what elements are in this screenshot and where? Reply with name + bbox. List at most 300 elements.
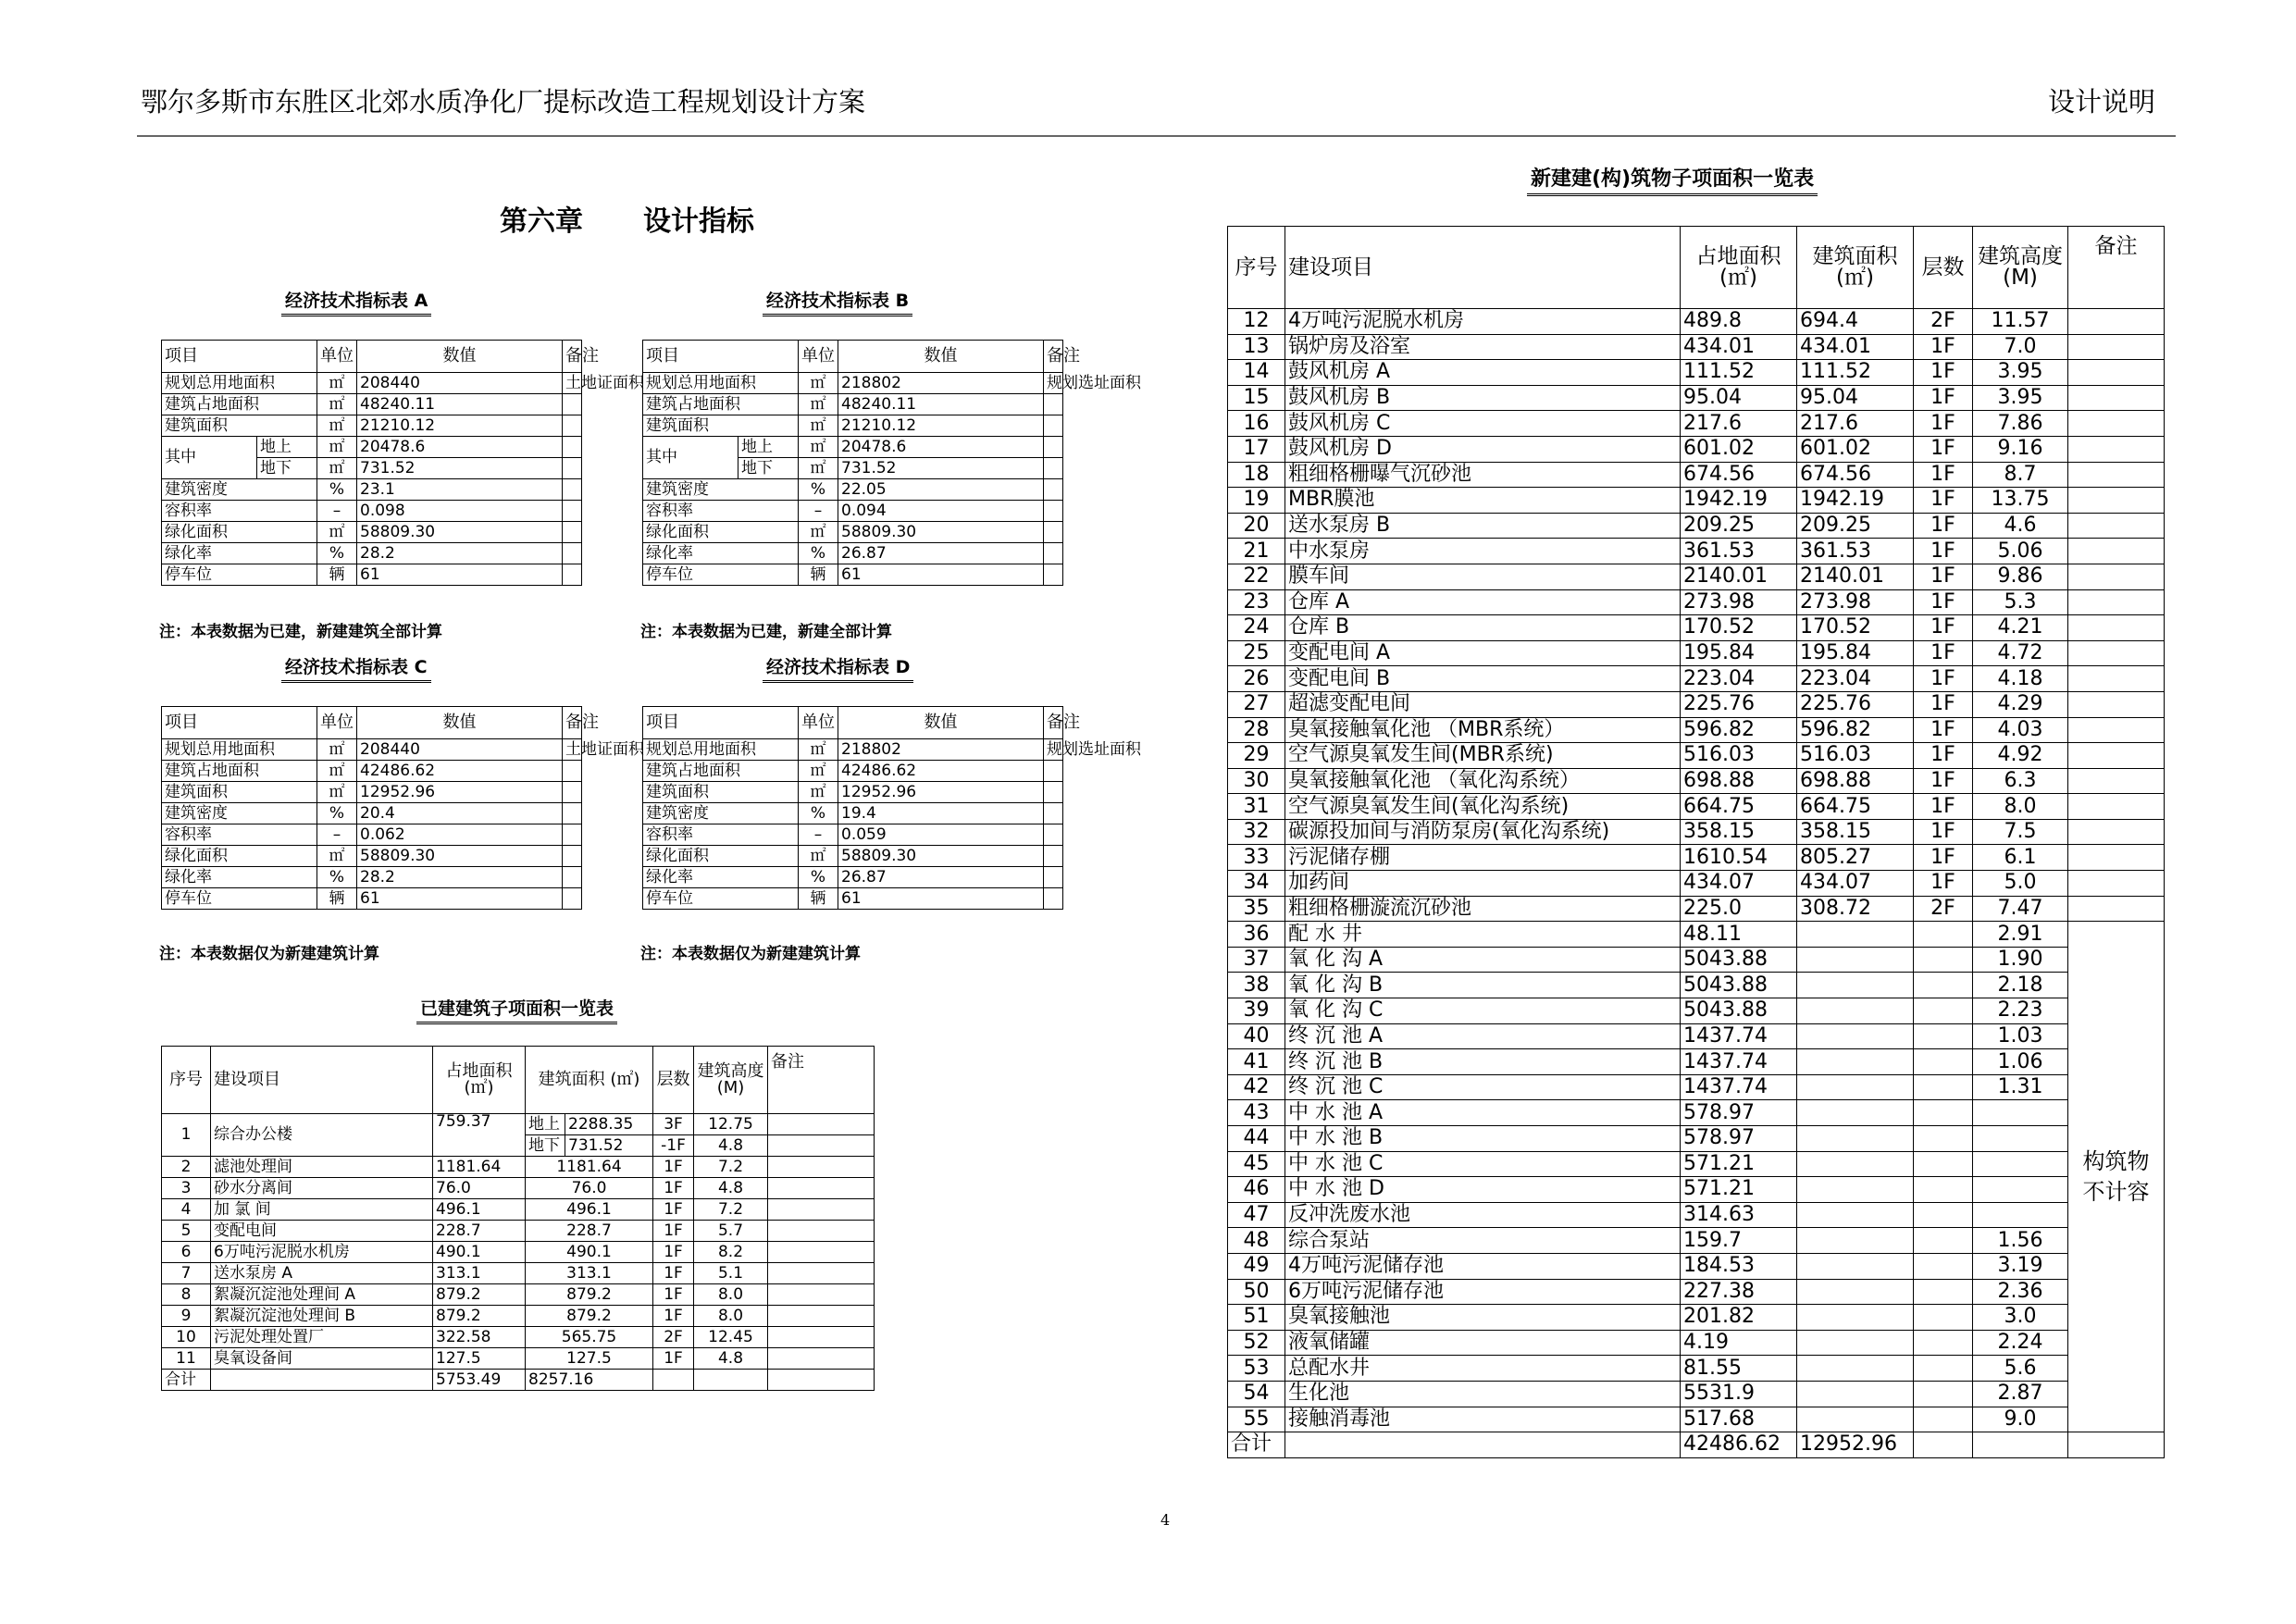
table-cell [1044,415,1063,437]
table-row [643,867,1063,888]
table-cell: 加药间 [1285,871,1681,897]
table-cell [563,846,582,867]
header-cell: 层数 [653,1047,694,1114]
header-cell: 建设项目 [1285,227,1681,309]
table-row [1228,1023,2165,1049]
table-cell: 5531.9 [1681,1381,1797,1407]
table-cell [1914,1253,1973,1279]
table-row [1228,1356,2165,1382]
table-cell: 4.21 [1973,615,2068,641]
header-cell: 备注 [768,1047,875,1114]
table-row [162,479,582,501]
table-cell: ㎡ [799,394,838,415]
table-cell: 879.2 [526,1284,653,1306]
table-cell: 48240.11 [838,394,1044,415]
table-row [643,824,1063,846]
table-cell: 208440 [357,739,563,761]
table-cell: 322.58 [433,1327,526,1348]
table-cell: % [317,867,357,888]
table-row [162,373,582,394]
table-cell: 建筑密度 [162,803,317,824]
table-cell: ㎡ [799,782,838,803]
table-cell: 23 [1228,589,1285,615]
table-cell: 空气源臭氧发生间(氧化沟系统) [1285,794,1681,820]
table-cell: 1437.74 [1681,1074,1797,1100]
table-cell: 49 [1228,1253,1285,1279]
table-row [162,564,582,586]
table-cell: 1.03 [1973,1023,2068,1049]
table-cell [768,1327,875,1348]
table-row [1228,896,2165,922]
table-cell: 5.3 [1973,589,2068,615]
table-cell: 4.92 [1973,743,2068,769]
table-cell: 496.1 [526,1199,653,1221]
table-cell: 571.21 [1681,1151,1797,1177]
table-cell: 污泥处理处置厂 [211,1327,433,1348]
table-cell: 7 [162,1263,211,1284]
table-cell: 16 [1228,411,1285,437]
table-row [1228,385,2165,411]
table-row [643,846,1063,867]
table-cell: 土地证面积 [563,373,582,394]
table-cell: 絮凝沉淀池处理间 B [211,1306,433,1327]
table-cell: 361.53 [1797,539,1914,564]
table-cell: 地下 [738,458,799,479]
table-cell: 合计 [1228,1432,1285,1458]
table-cell: 879.2 [526,1306,653,1327]
table-cell: 1F [653,1263,694,1284]
table-cell: 313.1 [433,1263,526,1284]
table-cell: 2 [162,1157,211,1178]
table-cell: 565.75 [526,1327,653,1348]
econ-table-b [642,340,1141,586]
table-cell: 建筑密度 [643,803,799,824]
table-cell: 送水泵房 B [1285,513,1681,539]
table-cell [1044,824,1063,846]
table-cell: 20 [1228,513,1285,539]
table-cell: 5.0 [1973,871,2068,897]
table-cell: ㎡ [799,458,838,479]
table-cell: 159.7 [1681,1228,1797,1254]
table-row [1228,615,2165,641]
table-row [1228,1151,2165,1177]
table-cell [2068,896,2165,922]
table-cell: MBR膜池 [1285,488,1681,514]
table-cell [1044,888,1063,910]
table-cell [1797,998,1914,1024]
table-cell: 496.1 [433,1199,526,1221]
table-cell: 绿化面积 [643,846,799,867]
table-cell: 3.19 [1973,1253,2068,1279]
table-cell: 1F [1914,794,1973,820]
header-title: 鄂尔多斯市东胜区北郊水质净化厂提标改造工程规划设计方案 [141,86,866,118]
table-cell: 0.059 [838,824,1044,846]
table-cell: 1F [653,1348,694,1370]
header-row [643,707,1063,739]
table-cell: 膜车间 [1285,564,1681,589]
table-cell: 8.7 [1973,462,2068,488]
table-cell: 绿化面积 [162,522,317,543]
table-row [1228,998,2165,1024]
table-cell [1044,437,1063,458]
table-cell: 建筑面积 [162,782,317,803]
table-cell: 434.01 [1681,334,1797,360]
table-cell: 35 [1228,896,1285,922]
table-cell: 4.8 [694,1135,768,1157]
table-row [162,782,582,803]
table-cell: 48240.11 [357,394,563,415]
table-cell: 变配电间 [211,1221,433,1242]
table-cell: 1181.64 [526,1157,653,1178]
table-cell: 5043.88 [1681,947,1797,973]
table-cell: ㎡ [317,394,357,415]
table-cell [1044,803,1063,824]
table-row [162,1114,875,1135]
table-row [643,761,1063,782]
table-cell: 111.52 [1797,360,1914,386]
header-cell: 备注 [563,707,582,739]
table-row [643,888,1063,910]
table-cell: 58809.30 [838,846,1044,867]
table-row [1228,334,2165,360]
table-row [1228,1305,2165,1331]
table-cell [1797,973,1914,998]
table-row [162,1263,875,1284]
table-cell [563,394,582,415]
header-row [1228,227,2165,309]
table-cell [1914,1126,1973,1152]
table-cell [1044,522,1063,543]
table-cell: 6万吨污泥脱水机房 [211,1242,433,1263]
table-cell: 7.5 [1973,819,2068,845]
table-row [643,394,1063,415]
table-cell: 25 [1228,640,1285,666]
table-cell: 4.72 [1973,640,2068,666]
table-cell [563,522,582,543]
table-cell: 434.07 [1681,871,1797,897]
table-cell: 中 水 池 D [1285,1177,1681,1203]
table-cell: ㎡ [317,739,357,761]
table-cell [2068,385,2165,411]
table-cell: 12.45 [694,1327,768,1348]
table-cell [694,1370,768,1391]
table-cell: 4 [162,1199,211,1221]
table-cell: 绿化率 [162,543,317,564]
table-cell: 2.23 [1973,998,2068,1024]
total-row [1228,1432,2165,1458]
table-cell: 32 [1228,819,1285,845]
table-cell [2068,436,2165,462]
table-row [162,1348,875,1370]
table-cell: 7.86 [1973,411,2068,437]
table-cell: 184.53 [1681,1253,1797,1279]
table-cell: 4.8 [694,1178,768,1199]
table-cell: 砂水分离间 [211,1178,433,1199]
table-cell [1914,1356,1973,1382]
table-cell: 绿化率 [643,543,799,564]
table-cell: 2F [1914,896,1973,922]
table-row [1228,589,2165,615]
table-cell [1797,1074,1914,1100]
table-cell: 8.2 [694,1242,768,1263]
header-row [162,341,582,373]
table-row [1228,1407,2165,1432]
table-cell [2068,411,2165,437]
table-cell [1797,1049,1914,1075]
table-cell: 223.04 [1681,666,1797,692]
table-cell: 218802 [838,373,1044,394]
table-row [162,501,582,522]
econ-table-c [161,706,644,910]
table-cell: 1.56 [1973,1228,2068,1254]
header-cell: 项目 [643,341,799,373]
table-cell [1973,1151,2068,1177]
table-cell: 39 [1228,998,1285,1024]
table-cell: 170.52 [1797,615,1914,641]
table-cell [2068,462,2165,488]
table-cell: 308.72 [1797,896,1914,922]
table-cell: 698.88 [1681,768,1797,794]
table-cell: 配 水 井 [1285,922,1681,948]
table-cell: 1F [1914,513,1973,539]
table-cell: 20478.6 [838,437,1044,458]
table-cell: 228.7 [526,1221,653,1242]
table-row [1228,411,2165,437]
table-row [162,415,582,437]
table-cell: 1F [1914,640,1973,666]
table-cell: 臭氧接触池 [1285,1305,1681,1331]
table-cell [1797,1279,1914,1305]
table-cell: 26 [1228,666,1285,692]
table-cell: 绿化率 [162,867,317,888]
table-cell [2068,513,2165,539]
table-cell: ㎡ [317,437,357,458]
header-cell: 序号 [162,1047,211,1114]
table-cell: 1F [1914,411,1973,437]
table-cell [1044,458,1063,479]
table-row [162,846,582,867]
chapter-heading [500,198,754,239]
chapter-title: 设计指标 [643,205,754,238]
table-cell [768,1306,875,1327]
table-cell: 111.52 [1681,360,1797,386]
table-cell [563,543,582,564]
table-cell: 1F [653,1221,694,1242]
table-cell: 2288.35 [565,1114,653,1135]
table-cell: 22.05 [838,479,1044,501]
table-row [162,1221,875,1242]
header-cell: 单位 [317,707,357,739]
table-cell: 4.29 [1973,691,2068,717]
table-cell: 绿化面积 [162,846,317,867]
table-cell: ㎡ [799,415,838,437]
table-cell [563,867,582,888]
table-cell: 13.75 [1973,488,2068,514]
table-cell: 9.86 [1973,564,2068,589]
table-cell: 5.6 [1973,1356,2068,1382]
table-cell: 规划总用地面积 [643,373,799,394]
table-cell [2068,589,2165,615]
table-cell: 227.38 [1681,1279,1797,1305]
table-cell: 绿化面积 [643,522,799,543]
header-cell: 项目 [162,707,317,739]
table-cell: 674.56 [1797,462,1914,488]
table-cell: 绿化率 [643,867,799,888]
table-cell: % [317,803,357,824]
table-row [1228,1330,2165,1356]
table-cell: 建筑面积 [643,782,799,803]
table-row [162,1199,875,1221]
table-cell: 314.63 [1681,1202,1797,1228]
header-cell: 项目 [643,707,799,739]
table-cell [768,1284,875,1306]
table-cell: 1F [1914,743,1973,769]
total-row [162,1370,875,1391]
header-cell: 占地面积 (㎡) [433,1047,526,1114]
table-cell: 臭氧接触氧化池 （MBR系统） [1285,717,1681,743]
table-cell: 76.0 [433,1178,526,1199]
table-cell: 4.19 [1681,1330,1797,1356]
table-cell: 8.0 [1973,794,2068,820]
table-row [1228,436,2165,462]
table-cell: % [317,543,357,564]
table-cell: 698.88 [1797,768,1914,794]
table-cell [2068,768,2165,794]
table-cell: 0.094 [838,501,1044,522]
table-row [1228,717,2165,743]
table-cell: 地上 [738,437,799,458]
table-cell [2068,539,2165,564]
table-cell: 接触消毒池 [1285,1407,1681,1432]
table-row [1228,1253,2165,1279]
table-cell: 434.01 [1797,334,1914,360]
table-cell: 14 [1228,360,1285,386]
table-cell: 污泥储存棚 [1285,845,1681,871]
table-cell: 加 氯 间 [211,1199,433,1221]
table-cell [1044,543,1063,564]
table-cell: – [317,824,357,846]
table-cell: 氧 化 沟 A [1285,947,1681,973]
table-c-title: 经济技术指标表 C [281,653,431,683]
table-cell: 694.4 [1797,309,1914,335]
table-cell: 170.52 [1681,615,1797,641]
table-cell: 879.2 [433,1284,526,1306]
table-cell: 8 [162,1284,211,1306]
table-cell [768,1178,875,1199]
table-cell: 58809.30 [357,846,563,867]
table-cell: 516.03 [1681,743,1797,769]
table-cell: 45 [1228,1151,1285,1177]
table-cell: 6 [162,1242,211,1263]
table-cell: % [799,803,838,824]
table-cell [2068,871,2165,897]
table-cell: 4.8 [694,1348,768,1370]
header-cell: 数值 [838,707,1044,739]
table-cell: 358.15 [1797,819,1914,845]
table-cell: 辆 [799,888,838,910]
table-cell: 12 [1228,309,1285,335]
table-row [1228,488,2165,514]
table-cell: 28 [1228,717,1285,743]
table-cell [2068,615,2165,641]
table-cell: 5753.49 [433,1370,526,1391]
table-cell [768,1263,875,1284]
table-cell: 1F [653,1199,694,1221]
table-row [1228,1074,2165,1100]
table-row [162,888,582,910]
table-cell: – [317,501,357,522]
table-cell: 19.4 [838,803,1044,824]
table-cell: 21 [1228,539,1285,564]
table-cell: 反冲洗废水池 [1285,1202,1681,1228]
table-cell: 规划选址面积 [1044,739,1063,761]
table-cell [563,888,582,910]
table-row [1228,640,2165,666]
table-row [1228,947,2165,973]
table-cell: 489.8 [1681,309,1797,335]
table-cell: 358.15 [1681,819,1797,845]
table-cell: 48 [1228,1228,1285,1254]
table-cell: 209.25 [1681,513,1797,539]
header-cell: 建筑高度 (M) [1973,227,2068,309]
table-cell [1914,1330,1973,1356]
table-cell: 2140.01 [1797,564,1914,589]
table-cell: 52 [1228,1330,1285,1356]
table-row [162,1242,875,1263]
table-cell: 7.47 [1973,896,2068,922]
table-cell: 鼓风机房 B [1285,385,1681,411]
table-cell: 建筑占地面积 [162,761,317,782]
table-cell [2068,794,2165,820]
table-cell: ㎡ [317,761,357,782]
header-cell: 备注 [1044,707,1063,739]
table-cell: 7.0 [1973,334,2068,360]
header-cell: 备注 [563,341,582,373]
table-d-title: 经济技术指标表 D [763,653,913,683]
table-cell: 1F [1914,845,1973,871]
table-cell: 1F [1914,615,1973,641]
table-cell: 2.91 [1973,922,2068,948]
table-cell: ㎡ [317,522,357,543]
table-cell: 11.57 [1973,309,2068,335]
table-cell: 225.76 [1797,691,1914,717]
table-cell: 终 沉 池 B [1285,1049,1681,1075]
table-cell: 停车位 [643,888,799,910]
header-cell: 建筑高度 (M) [694,1047,768,1114]
table-cell: 建筑占地面积 [643,761,799,782]
table-cell [1914,1432,1973,1458]
table-cell: 41 [1228,1049,1285,1075]
table-row [1228,1049,2165,1075]
table-cell: 建筑占地面积 [643,394,799,415]
header-cell: 备注 [1044,341,1063,373]
table-cell: 731.52 [565,1135,653,1157]
table-cell: 12952.96 [838,782,1044,803]
table-cell [1044,564,1063,586]
table-row [1228,1100,2165,1126]
table-row [1228,1202,2165,1228]
table-cell: 1F [1914,691,1973,717]
table-row [643,803,1063,824]
table-cell: 2F [653,1327,694,1348]
table-cell [563,415,582,437]
table-cell: 44 [1228,1126,1285,1152]
table-cell: 5 [162,1221,211,1242]
table-cell [1797,1330,1914,1356]
table-cell: 1F [1914,539,1973,564]
table-cell: ㎡ [317,415,357,437]
header-cell: 备注 [2068,227,2165,309]
